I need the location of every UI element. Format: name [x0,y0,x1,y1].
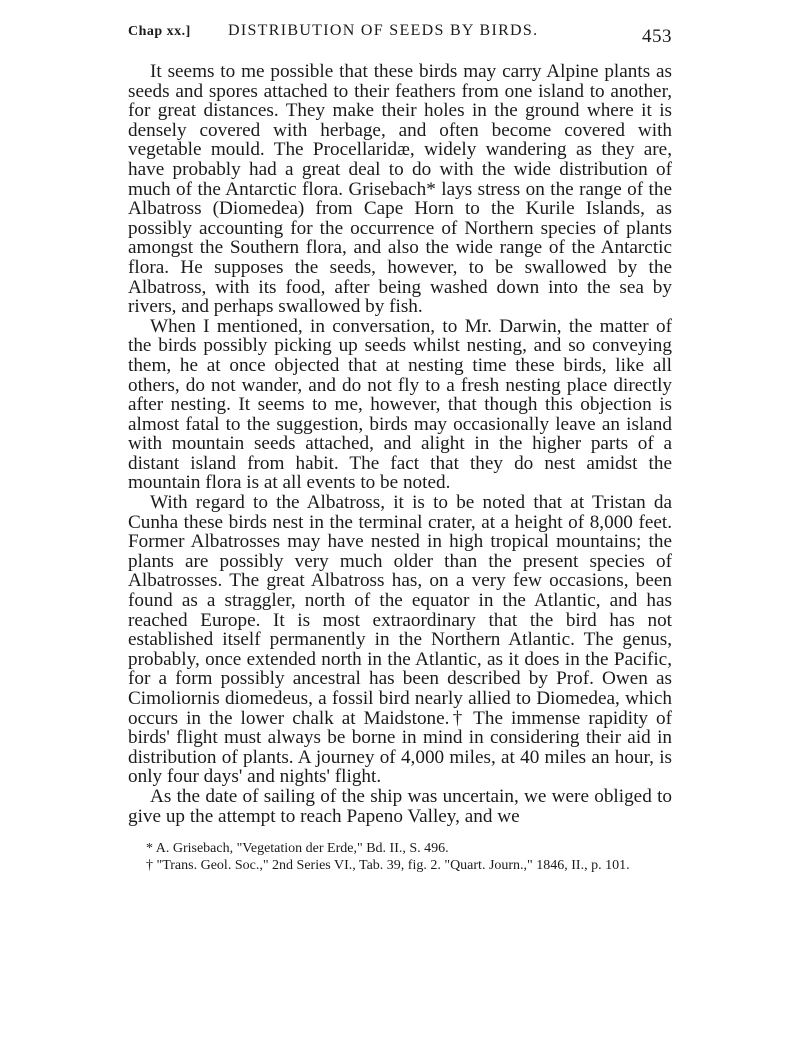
paragraph: When I mentioned, in conversation, to Mr. Darwin, the matter of the birds possibly picking up seeds whilst nesting, and so conveying them, he at once objected that at nesting time these birds, like all others, do not wander, and do not fly to a fresh nesting place directly after nesting. It seems to me, however, that though this objection is almost fatal to the suggestion, birds may occasionally leave an island with mountain seeds attached, and alight in the higher parts of a distant island from habit. The fact that they do nest amidst the mountain flora is at all events to be noted. [128,315,672,494]
paragraph: It seems to me possible that these birds may carry Alpine plants as seeds and spores attached to their feathers from one island to another, for great distances. They make their holes in the ground where it is densely covered with herbage, and often become covered with vegetable mould. The Procellaridæ, widely wandering as they are, have probably had a great deal to do with the wide distribution of much of the Antarctic flora. Grisebach* lays stress on the range of the Albatross (Diomedea) from Cape Horn to the Kurile Islands, as possibly accounting for the occurrence of Northern species of plants amongst the Southern flora, and also the wide range of the Antarctic flora. He supposes the seeds, however, to be swallowed by the Albatross, with its food, after being washed down into the sea by rivers, and perhaps swallowed by fish. [128,61,672,318]
page-number: 453 [642,26,672,47]
chapter-reference: Chap xx.] [128,24,191,39]
footnote: † "Trans. Geol. Soc.," 2nd Series VI., Tab. 39, fig. 2. "Quart. Journ.," 1846, II., p. 101. [146,858,630,874]
footnote: * A. Grisebach, "Vegetation der Erde," Bd. II., S. 496. [146,841,449,857]
footnotes [128,840,672,874]
running-title: DISTRIBUTION OF SEEDS BY BIRDS. [228,22,539,39]
paragraph: With regard to the Albatross, it is to be noted that at Tristan da Cunha these birds nest in the terminal crater, at a height of 8,000 feet. Former Albatrosses may have nested in high tropical mountains; the plants are possibly very much older than the present species of Albatrosses. The great Albatross has, on a very few occasions, been found as a straggler, north of the equator in the Atlantic, and has reached Europe. It is most extraordinary that the bird has not established itself permanently in the Northern Atlantic. The genus, probably, once extended north in the Atlantic, as it does in the Pacific, for a form possibly ancestral has been described by Prof. Owen as Cimoliornis diomedeus, a fossil bird nearly allied to Diomedea, which occurs in the lower chalk at Maidstone.† The immense rapidity of birds' flight must always be borne in mind in considering their aid in distribution of plants. A journey of 4,000 miles, at 40 miles an hour, is only four days' and nights' flight. [128,492,672,788]
body-text [128,62,672,826]
paragraph: As the date of sailing of the ship was uncertain, we were obliged to give up the attempt to reach Papeno Valley, and we [128,785,672,827]
book-page [128,18,672,874]
running-head [128,18,672,54]
